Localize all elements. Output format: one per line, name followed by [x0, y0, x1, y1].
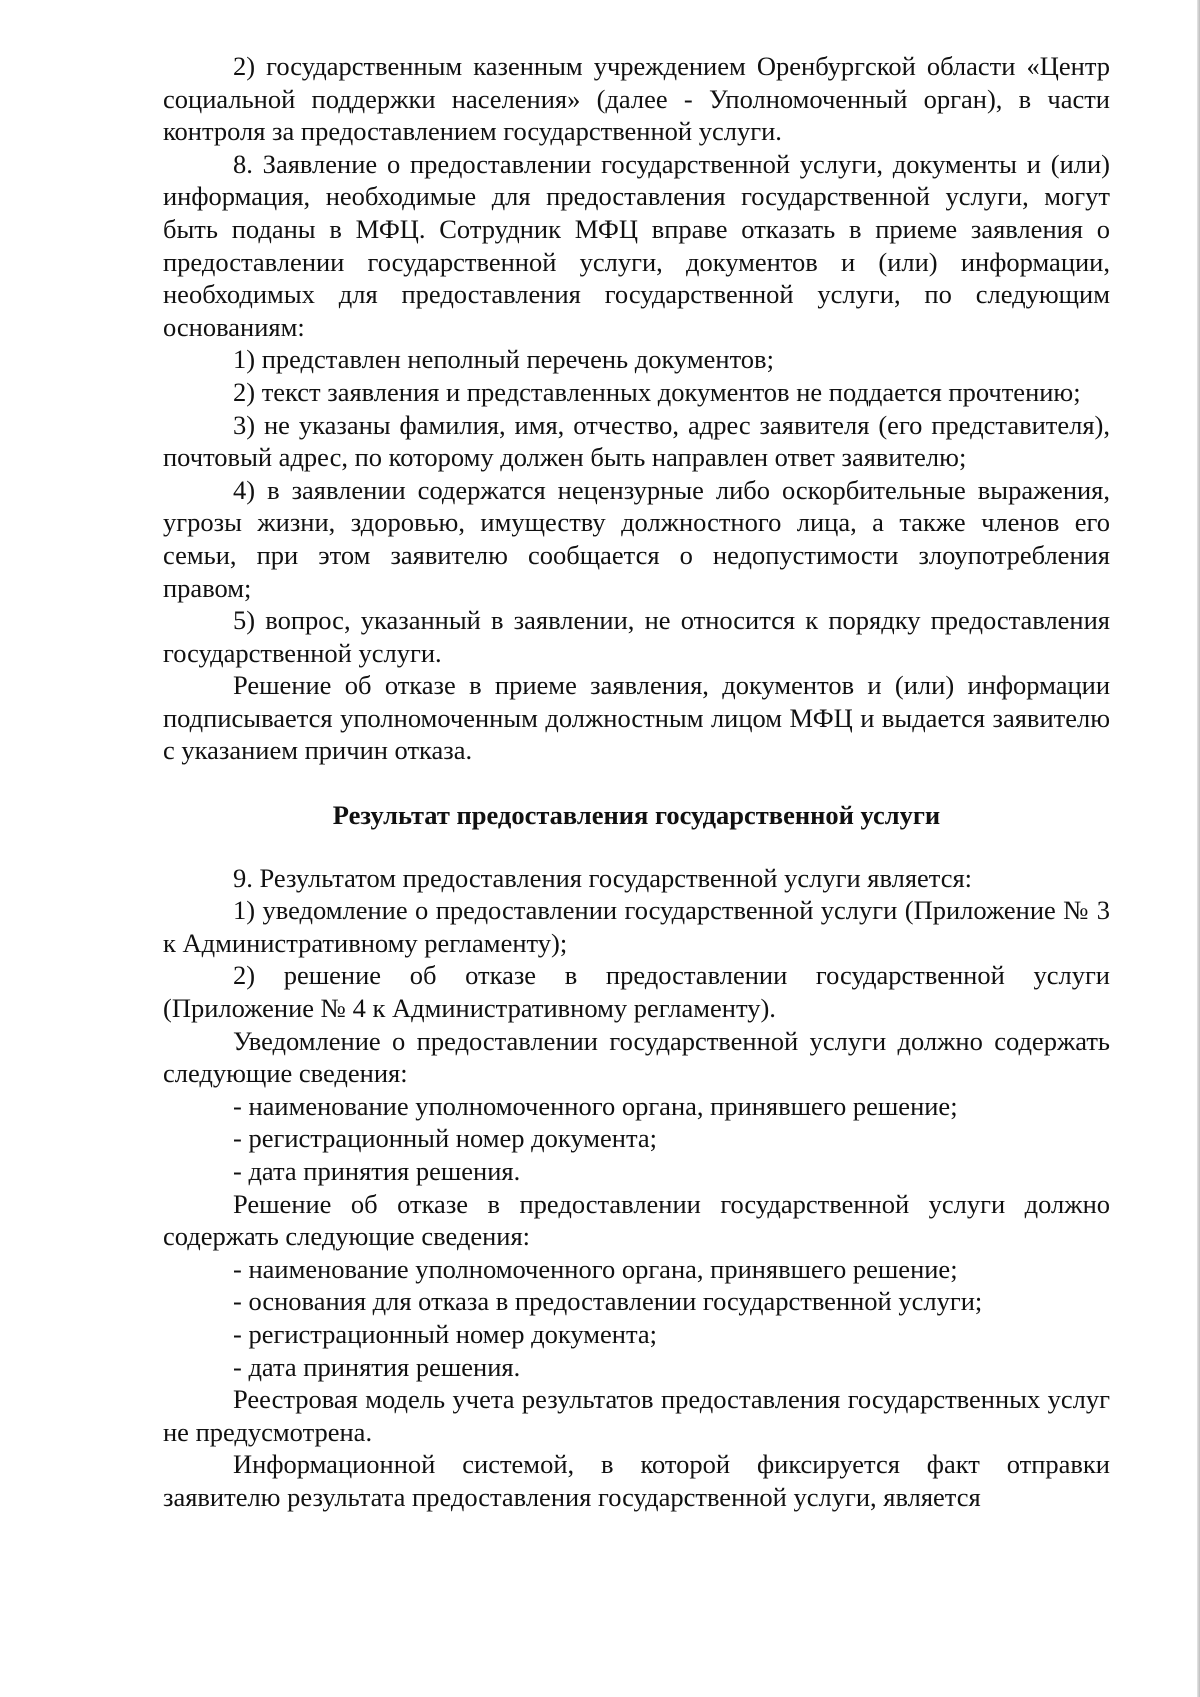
list-item: 1) представлен неполный перечень документов; — [233, 344, 774, 375]
paragraph: Информационной системой, в которой фиксируется факт отправки заявителю результата предоставления государственной услуги, является — [163, 1449, 1110, 1512]
list-item: 2) текст заявления и представленных документов не поддается прочтению; — [233, 376, 1081, 407]
paragraph: 9. Результатом предоставления государственной услуги является: — [233, 862, 973, 893]
paragraph: Реестровая модель учета результатов предоставления государственных услуг не предусмотрена. — [163, 1384, 1110, 1447]
paragraph: Решение об отказе в приеме заявления, документов и (или) информации подписывается уполномоченным должностным лицом МФЦ и выдается заявителю с указанием причин отказа. — [163, 670, 1110, 766]
paragraph: Решение об отказе в предоставлении государственной услуги должно содержать следующие сведения: — [163, 1188, 1110, 1252]
list-item: 1) уведомление о предоставлении государственной услуги (Приложение № 3 к Административному регламенту); — [163, 895, 1110, 958]
list-item: - дата принятия решения. — [233, 1351, 521, 1382]
list-item: - наименование уполномоченного органа, принявшего решение; — [233, 1253, 958, 1284]
list-item: 3) не указаны фамилия, имя, отчество, адрес заявителя (его представителя), почтовый адрес, по которому должен быть направлен ответ заявителю; — [163, 409, 1110, 473]
document-text — [163, 50, 1110, 1514]
paragraph: 2) государственным казенным учреждением Оренбургской области «Центр социальной поддержки населения» (далее - Уполномоченный орган), в части контроля за предоставлением государственной услуги. — [163, 51, 1110, 147]
list-item: - дата принятия решения. — [233, 1156, 521, 1186]
list-item: 5) вопрос, указанный в заявлении, не относится к порядку предоставления государственной услуги. — [163, 605, 1110, 668]
list-item: - основания для отказа в предоставлении государственной услуги; — [233, 1286, 983, 1317]
list-item: - регистрационный номер документа; — [233, 1318, 657, 1349]
section-heading: Результат предоставления государственной услуги — [332, 800, 941, 831]
paragraph: 8. Заявление о предоставлении государственной услуги, документы и (или) информация, необходимые для предоставления государственной услуги, могут быть поданы в МФЦ. Сотрудник МФЦ вправе отказать в приеме заявления о предоставлении государственной услуги, документов и (или) информации, необходимых для предоставления государственной услуги, по следующим основаниям: — [163, 148, 1110, 342]
list-item: - наименование уполномоченного органа, принявшего решение; — [233, 1090, 958, 1121]
list-item: 2) решение об отказе в предоставлении государственной услуги (Приложение № 4 к Административному регламенту). — [163, 960, 1110, 1024]
paragraph: Уведомление о предоставлении государственной услуги должно содержать следующие сведения: — [163, 1025, 1110, 1089]
list-item: - регистрационный номер документа; — [233, 1123, 657, 1154]
list-item: 4) в заявлении содержатся нецензурные либо оскорбительные выражения, угрозы жизни, здоровью, имуществу должностного лица, а также членов его семьи, при этом заявителю сообщается о недопустимости злоупотребления правом; — [163, 474, 1110, 603]
